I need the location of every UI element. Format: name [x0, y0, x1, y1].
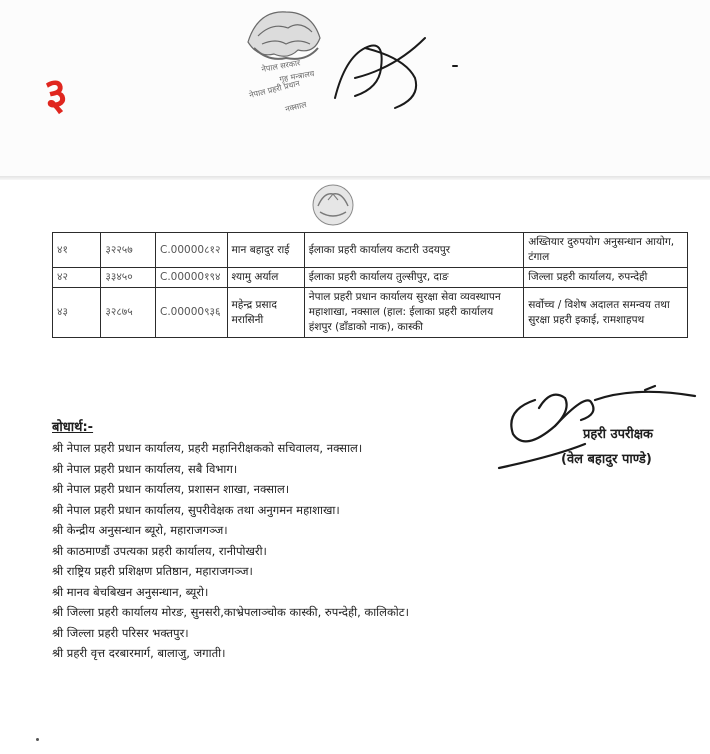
cell-id: ३३४५०	[101, 268, 156, 288]
officer-rank: प्रहरी उपरीक्षक	[583, 427, 654, 442]
list-item: श्री नेपाल प्रहरी प्रधान कार्यालय, प्रशासन शाखा, नक्साल।	[52, 482, 290, 496]
cell-name: श्यामु अर्याल	[227, 268, 304, 288]
table-row	[53, 268, 688, 288]
cell-new-office: अख्तियार दुरुपयोग अनुसन्धान आयोग, टंगाल	[524, 233, 688, 268]
list-item: श्री नेपाल प्रहरी प्रधान कार्यालय, प्रहरी महानिरीक्षकको सचिवालय, नक्साल।	[52, 441, 363, 455]
cell-office: ईलाका प्रहरी कार्यालय कटारी उदयपुर	[304, 233, 523, 268]
cell-sn: ४२	[53, 268, 101, 288]
list-item: श्री मानव बेचबिखन अनुसन्धान, ब्यूरो।	[52, 584, 209, 599]
list-item: श्री नेपाल प्रहरी प्रधान कार्यालय, सबै विभाग।	[52, 461, 238, 476]
transfer-records-table	[52, 232, 688, 338]
cell-name: महेन्द्र प्रसाद मरासिनी	[227, 288, 304, 338]
list-item: श्री प्रहरी वृत्त दरबारमार्ग, बालाजु, जगाती।	[52, 646, 226, 660]
list-item: श्री जिल्ला प्रहरी कार्यालय मोरङ, सुनसरी,काभ्रेपलाञ्चोक कास्की, रुपन्देही, कालिकोट।	[52, 605, 409, 619]
distribution-list	[52, 438, 409, 664]
table-row	[53, 233, 688, 268]
scan-speck	[36, 738, 39, 741]
cell-code: C.00000८१२	[156, 233, 228, 268]
list-item: श्री जिल्ला प्रहरी परिसर भक्तपुर।	[52, 625, 189, 640]
seal-text-line-4: नक्साल	[284, 99, 308, 114]
table-row	[53, 288, 688, 338]
cell-id: ३२२५७	[101, 233, 156, 268]
cell-new-office: जिल्ला प्रहरी कार्यालय, रुपन्देही	[524, 268, 688, 288]
list-item: श्री राष्ट्रिय प्रहरी प्रशिक्षण प्रतिष्ठान, महाराजगञ्ज।	[52, 564, 253, 578]
cell-office: ईलाका प्रहरी कार्यालय तुल्सीपुर, दाङ	[304, 268, 523, 288]
cell-id: ३२८७५	[101, 288, 156, 338]
cell-new-office: सर्वोच्च / विशेष अदालत समन्वय तथा सुरक्षा प्रहरी इकाई, रामशाहपथ	[524, 288, 688, 338]
cell-sn: ४३	[53, 288, 101, 338]
cell-name: मान बहादुर राई	[227, 233, 304, 268]
list-item: श्री काठमाण्डौं उपत्यका प्रहरी कार्यालय, रानीपोखरी।	[52, 543, 267, 558]
page-number: ३	[40, 67, 71, 122]
list-item: श्री नेपाल प्रहरी प्रधान कार्यालय, सुपरीवेक्षक तथा अनुगमन महाशाखा।	[52, 502, 340, 517]
emblem-icon	[308, 180, 358, 230]
cell-office: नेपाल प्रहरी प्रधान कार्यालय सुरक्षा सेवा व्यवस्थापन महाशाखा, नक्साल (हाल: ईलाका प्रहरी कार्यालय हंशपुर (डाँडाको नाक), कास्की	[304, 288, 523, 338]
seal-text-line-2: गृह मन्त्रालय	[278, 68, 316, 84]
list-item: श्री केन्द्रीय अनुसन्धान ब्यूरो, महाराजगञ्ज।	[52, 523, 228, 537]
officer-name: (वेल बहादुर पाण्डे)	[561, 452, 652, 467]
signature-top-icon	[325, 18, 475, 118]
seal-text-line-1: नेपाल सरकार	[260, 58, 301, 74]
cell-code: C.00000९३६	[156, 288, 228, 338]
bodharth-title: बोधार्थ:-	[52, 420, 94, 435]
seal-text-line-3: नेपाल प्रहरी प्रधान	[248, 78, 301, 100]
cell-code: C.00000१९४	[156, 268, 228, 288]
cell-sn: ४१	[53, 233, 101, 268]
